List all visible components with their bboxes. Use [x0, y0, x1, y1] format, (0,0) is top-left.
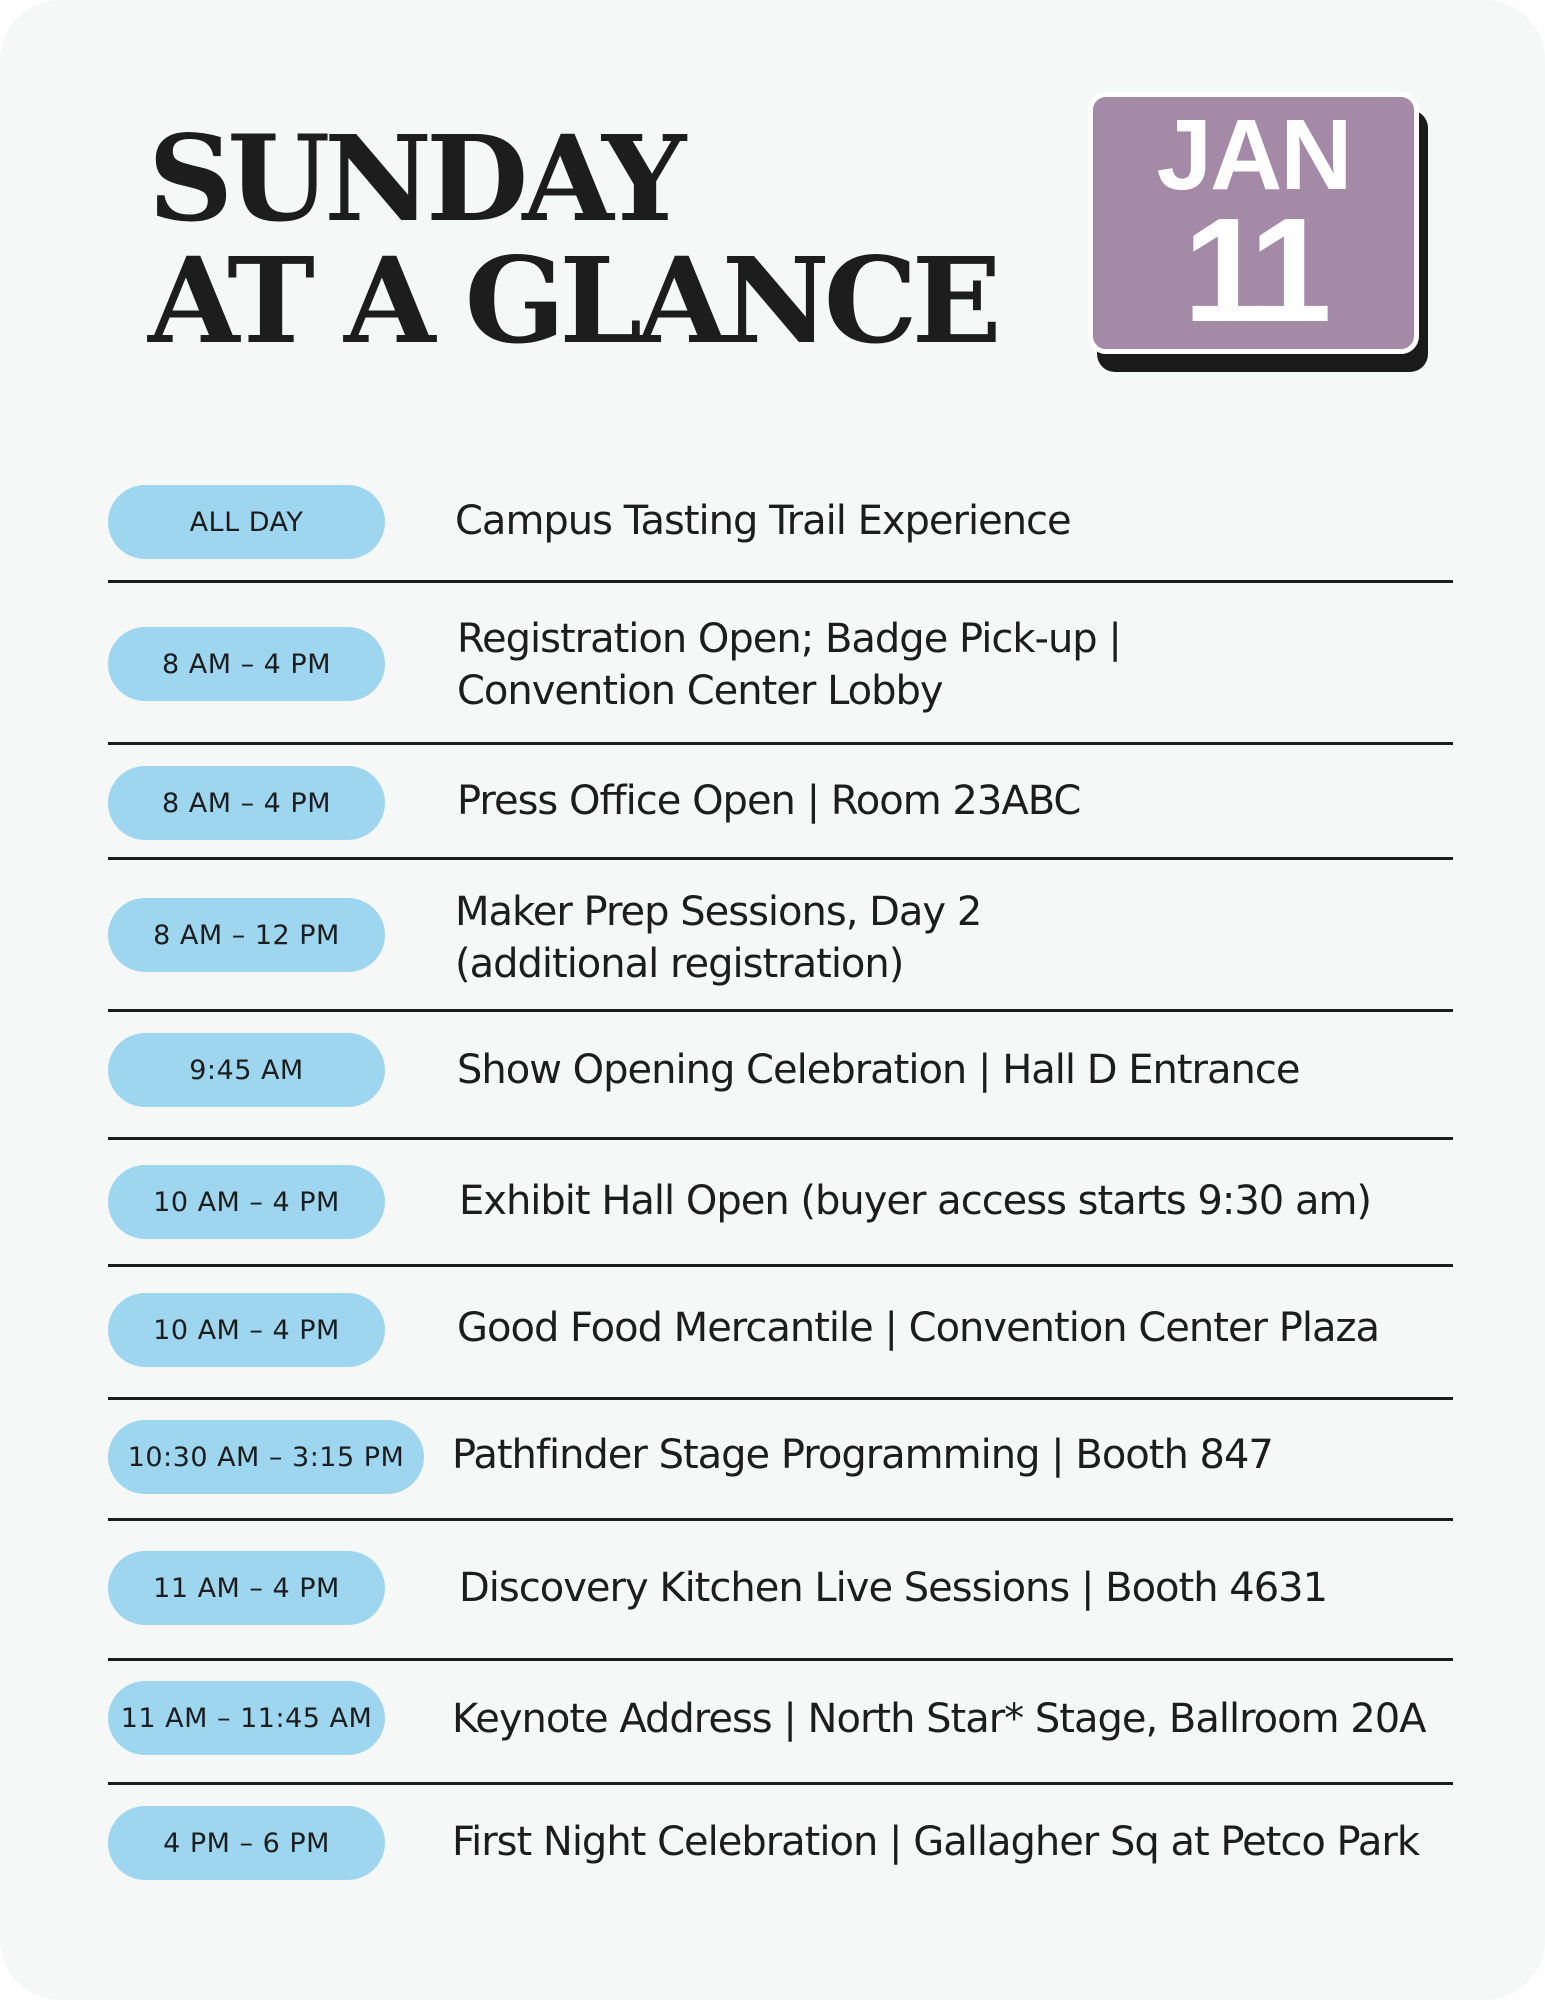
- time-pill: 11 AM – 11:45 AM: [108, 1681, 385, 1755]
- time-pill: 10 AM – 4 PM: [108, 1165, 385, 1239]
- schedule-row: [108, 1521, 1453, 1661]
- time-pill: 8 AM – 12 PM: [108, 898, 385, 972]
- event-title: Keynote Address | North Star* Stage, Ballroom 20A: [452, 1696, 1426, 1742]
- schedule-row: [108, 1400, 1453, 1521]
- time-pill: 8 AM – 4 PM: [108, 627, 385, 701]
- schedule-row: [108, 1140, 1453, 1267]
- time-pill: 8 AM – 4 PM: [108, 766, 385, 840]
- date-month: JAN: [1156, 99, 1351, 211]
- schedule-row: [108, 583, 1453, 745]
- time-pill: ALL DAY: [108, 485, 385, 559]
- event-title: Good Food Mercantile | Convention Center Plaza: [457, 1305, 1379, 1351]
- page-title: [148, 109, 996, 370]
- date-badge: [1088, 92, 1419, 354]
- schedule-row: [108, 860, 1453, 1012]
- event-title: Campus Tasting Trail Experience: [455, 498, 1071, 544]
- time-pill: 4 PM – 6 PM: [108, 1806, 385, 1880]
- schedule-row: [108, 1785, 1453, 1915]
- event-title: Exhibit Hall Open (buyer access starts 9:30 am): [459, 1178, 1372, 1224]
- event-title: Show Opening Celebration | Hall D Entrance: [457, 1047, 1300, 1093]
- event-title: Maker Prep Sessions, Day 2 (additional registration): [455, 889, 982, 987]
- schedule-row: [108, 1267, 1453, 1400]
- title-line-1: SUNDAY: [148, 109, 681, 248]
- event-title: Press Office Open | Room 23ABC: [457, 778, 1081, 824]
- time-pill: 10 AM – 4 PM: [108, 1293, 385, 1367]
- schedule-row: [108, 1012, 1453, 1140]
- time-pill: 11 AM – 4 PM: [108, 1551, 385, 1625]
- date-day: 11: [1183, 188, 1324, 353]
- title-line-2: AT A GLANCE: [148, 231, 996, 370]
- event-title: Discovery Kitchen Live Sessions | Booth 4631: [459, 1565, 1328, 1611]
- event-title: Registration Open; Badge Pick-up | Convention Center Lobby: [457, 616, 1121, 714]
- event-title: Pathfinder Stage Programming | Booth 847: [452, 1432, 1273, 1478]
- schedule-row: [108, 745, 1453, 860]
- time-pill: 9:45 AM: [108, 1033, 385, 1107]
- time-pill: 10:30 AM – 3:15 PM: [108, 1420, 424, 1494]
- event-title: First Night Celebration | Gallagher Sq at Petco Park: [452, 1819, 1419, 1865]
- schedule-row: [108, 1661, 1453, 1785]
- schedule-row: [108, 475, 1453, 583]
